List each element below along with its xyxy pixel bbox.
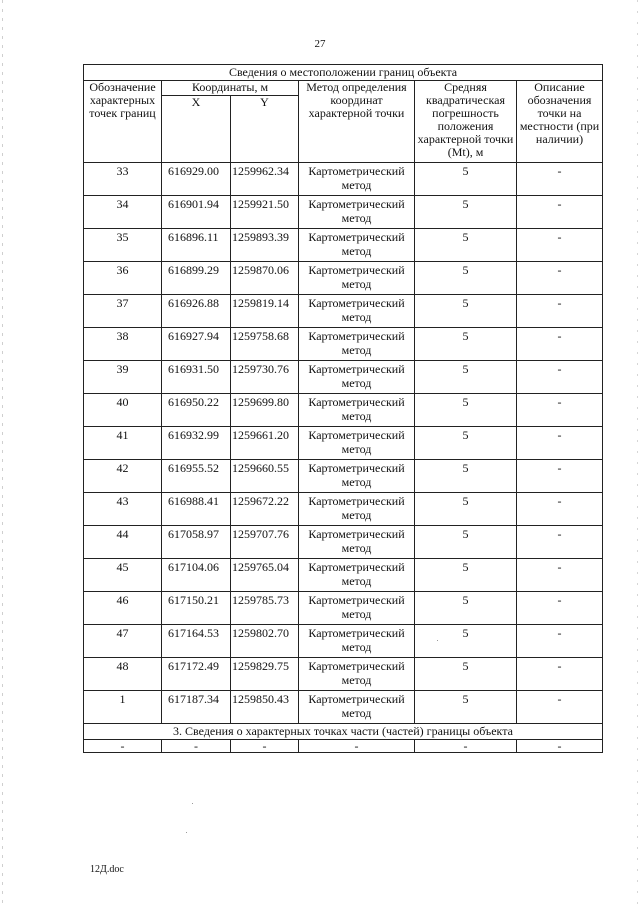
description-cell: - [517,691,603,724]
table-row [84,658,603,691]
method-cell: Картометрический метод [299,394,415,427]
description-cell: - [517,295,603,328]
point-cell: 38 [84,328,162,361]
point-cell: 1 [84,691,162,724]
accuracy-cell: 5 [415,427,517,460]
point-cell: 33 [84,163,162,196]
table-header-row [84,81,603,96]
description-cell: - [517,427,603,460]
accuracy-cell: 5 [415,526,517,559]
y-coordinate-cell: 1259870.06 [231,262,299,295]
point-cell: 37 [84,295,162,328]
method-cell: Картометрический метод [299,361,415,394]
description-cell: - [517,592,603,625]
table-row [84,592,603,625]
y-coordinate-cell: 1259829.75 [231,658,299,691]
description-cell: - [517,460,603,493]
table-title: Сведения о местоположении границ объекта [84,65,603,81]
method-cell: Картометрический метод [299,592,415,625]
accuracy-cell: 5 [415,625,517,658]
page-number: 27 [314,38,326,50]
table-title-row [84,65,603,81]
section-3-title-row [84,724,603,740]
x-coordinate-cell: 616896.11 [162,229,231,262]
point-cell: 47 [84,625,162,658]
section-3-cell: - [84,740,162,753]
point-cell: 34 [84,196,162,229]
x-coordinate-cell: 617104.06 [162,559,231,592]
x-coordinate-cell: 616950.22 [162,394,231,427]
method-cell: Картометрический метод [299,196,415,229]
point-cell: 46 [84,592,162,625]
point-cell: 41 [84,427,162,460]
scan-edge-right [637,0,638,905]
description-cell: - [517,163,603,196]
x-coordinate-cell: 616927.94 [162,328,231,361]
header-method: Метод определения координат характерной точки [299,81,415,163]
method-cell: Картометрический метод [299,460,415,493]
accuracy-cell: 5 [415,460,517,493]
section-3-cell: - [162,740,231,753]
header-coordinates: Координаты, м [162,81,299,96]
header-x: X [162,96,231,163]
x-coordinate-cell: 617172.49 [162,658,231,691]
x-coordinate-cell: 617150.21 [162,592,231,625]
description-cell: - [517,526,603,559]
description-cell: - [517,328,603,361]
header-y: Y [231,96,299,163]
point-cell: 39 [84,361,162,394]
table-row [84,691,603,724]
x-coordinate-cell: 617164.53 [162,625,231,658]
table-row [84,196,603,229]
x-coordinate-cell: 617187.34 [162,691,231,724]
point-cell: 44 [84,526,162,559]
table-row [84,394,603,427]
y-coordinate-cell: 1259707.76 [231,526,299,559]
table-row [84,295,603,328]
y-coordinate-cell: 1259758.68 [231,328,299,361]
y-coordinate-cell: 1259921.50 [231,196,299,229]
accuracy-cell: 5 [415,295,517,328]
table-row [84,427,603,460]
x-coordinate-cell: 617058.97 [162,526,231,559]
method-cell: Картометрический метод [299,691,415,724]
section-3-cell: - [299,740,415,753]
point-cell: 35 [84,229,162,262]
description-cell: - [517,394,603,427]
y-coordinate-cell: 1259672.22 [231,493,299,526]
point-cell: 40 [84,394,162,427]
table-row [84,493,603,526]
description-cell: - [517,196,603,229]
x-coordinate-cell: 616988.41 [162,493,231,526]
table-row [84,361,603,394]
point-cell: 45 [84,559,162,592]
description-cell: - [517,229,603,262]
table-row [84,559,603,592]
x-coordinate-cell: 616926.88 [162,295,231,328]
y-coordinate-cell: 1259819.14 [231,295,299,328]
accuracy-cell: 5 [415,493,517,526]
x-coordinate-cell: 616931.50 [162,361,231,394]
method-cell: Картометрический метод [299,526,415,559]
description-cell: - [517,493,603,526]
section-3-title: 3. Сведения о характерных точках части (частей) границы объекта [84,724,603,740]
y-coordinate-cell: 1259699.80 [231,394,299,427]
boundary-points-table [83,64,603,753]
point-cell: 36 [84,262,162,295]
method-cell: Картометрический метод [299,328,415,361]
method-cell: Картометрический метод [299,625,415,658]
description-cell: - [517,559,603,592]
accuracy-cell: 5 [415,691,517,724]
header-description: Описание обозначения точки на местности (при наличии) [517,81,603,163]
footer-filename: 12Д.doc [90,864,124,875]
table-row [84,328,603,361]
scan-speck [186,832,187,833]
section-3-cell: - [231,740,299,753]
x-coordinate-cell: 616899.29 [162,262,231,295]
point-cell: 43 [84,493,162,526]
x-coordinate-cell: 616901.94 [162,196,231,229]
method-cell: Картометрический метод [299,493,415,526]
accuracy-cell: 5 [415,592,517,625]
y-coordinate-cell: 1259962.34 [231,163,299,196]
accuracy-cell: 5 [415,163,517,196]
header-point-designation: Обозначение характерных точек границ [84,81,162,163]
table-row [84,526,603,559]
scan-speck [437,640,438,641]
y-coordinate-cell: 1259785.73 [231,592,299,625]
description-cell: - [517,625,603,658]
accuracy-cell: 5 [415,658,517,691]
y-coordinate-cell: 1259660.55 [231,460,299,493]
accuracy-cell: 5 [415,229,517,262]
accuracy-cell: 5 [415,361,517,394]
method-cell: Картометрический метод [299,229,415,262]
accuracy-cell: 5 [415,262,517,295]
method-cell: Картометрический метод [299,559,415,592]
y-coordinate-cell: 1259802.70 [231,625,299,658]
method-cell: Картометрический метод [299,427,415,460]
table-row [84,163,603,196]
y-coordinate-cell: 1259730.76 [231,361,299,394]
y-coordinate-cell: 1259765.04 [231,559,299,592]
method-cell: Картометрический метод [299,658,415,691]
y-coordinate-cell: 1259661.20 [231,427,299,460]
table-row [84,460,603,493]
x-coordinate-cell: 616932.99 [162,427,231,460]
description-cell: - [517,658,603,691]
y-coordinate-cell: 1259850.43 [231,691,299,724]
section-3-row [84,740,603,753]
y-coordinate-cell: 1259893.39 [231,229,299,262]
point-cell: 48 [84,658,162,691]
table-row [84,262,603,295]
accuracy-cell: 5 [415,328,517,361]
accuracy-cell: 5 [415,394,517,427]
table-row [84,625,603,658]
method-cell: Картометрический метод [299,295,415,328]
description-cell: - [517,262,603,295]
method-cell: Картометрический метод [299,163,415,196]
x-coordinate-cell: 616929.00 [162,163,231,196]
scan-speck [192,803,193,804]
header-accuracy: Средняя квадратическая погрешность положения характерной точки (Mt), м [415,81,517,163]
point-cell: 42 [84,460,162,493]
method-cell: Картометрический метод [299,262,415,295]
description-cell: - [517,361,603,394]
accuracy-cell: 5 [415,559,517,592]
x-coordinate-cell: 616955.52 [162,460,231,493]
scan-edge-left [2,0,3,905]
accuracy-cell: 5 [415,196,517,229]
section-3-cell: - [415,740,517,753]
section-3-cell: - [517,740,603,753]
table-row [84,229,603,262]
